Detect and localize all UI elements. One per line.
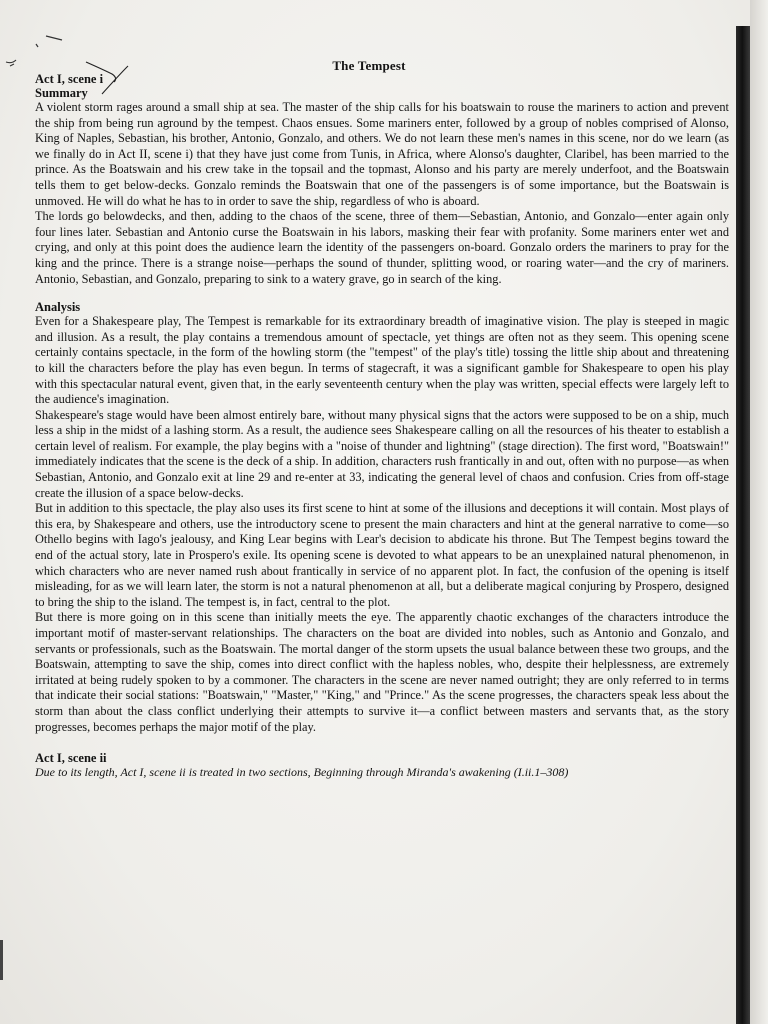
scene-heading: Act I, scene i [35, 72, 104, 86]
analysis-paragraph-1: Even for a Shakespeare play, The Tempest is remarkable for its extraordinary breadth of imaginative vision. The play is steeped in magic and illusion. As a result, the play contains a tremendous amount of spectacle, yet things are often not as they seem. This opening scene certainly contains spectacle, in the form of the howling storm (the "tempest" of the play's title) tossing the little ship about and threatening to kill the characters before the play has even begun. In terms of stagecraft, it was a significant gamble for Shakespeare to open his play with this spectacular natural event, given that, in the early seventeenth century when the play was written, special effects were largely left to the audience's imagination. [35, 314, 729, 407]
document-title: The Tempest [332, 58, 406, 73]
scan-smudge [0, 940, 3, 980]
analysis-paragraph-4: But there is more going on in this scene than initially meets the eye. The apparently chaotic exchanges of the characters introduce the important motif of master-servant relationships. The characters on the boat are divided into nobles, such as Antonio and Gonzalo, and servants or professionals, such as the Boatswain. The mortal danger of the storm upsets the usual balance between these two groups, and the Boatswain, attempting to save the ship, comes into direct conflict with the hapless nobles, who, despite their helplessness, are extremely irritated at being rudely spoken to by a commoner. The characters in the scene are never named outright; they are only referred to in terms that indicate their social stations: "Boatswain," "Master," "King," and "Prince." As the scene progresses, the characters speak less about the storm than about the class conflict underlying their attempts to survive it—a conflict between masters and servants that, as the story progresses, becomes perhaps the major motif of the play. [35, 610, 729, 734]
binder-edge [736, 26, 750, 1024]
next-scene-heading: Act I, scene ii [35, 751, 107, 766]
summary-heading: Summary [35, 86, 88, 100]
document-body [35, 72, 729, 781]
summary-paragraph-2: The lords go belowdecks, and then, adding to the chaos of the scene, three of them—Sebastian, Antonio, and Gonzalo—enter again only four lines later. Sebastian and Antonio curse the Boatswain in his labors, masking their fear with profanity. Some mariners enter wet and crying, and only at this point does the audience learn the identity of the passengers on-board. Gonzalo orders the mariners to pray for the king and the prince. There is a strange noise—perhaps the sound of thunder, splitting wood, or roaring water—and the cry of mariners. Antonio, Sebastian, and Gonzalo, preparing to sink to a watery grave, go in search of the king. [35, 209, 729, 286]
analysis-paragraph-2: Shakespeare's stage would have been almost entirely bare, without many physical signs that the actors were supposed to be on a ship, much less a ship in the midst of a lashing storm. As a result, the audience sees Shakespeare calling on all the resources of his theater to establish a certain level of realism. For example, the play begins with a "noise of thunder and lightning" (stage direction). The first word, "Boatswain!" immediately indicates that the scene is the deck of a ship. In addition, characters rush frantically in and out, often with no purpose—as when Sebastian, Antonio, and Gonzalo exit at line 29 and re-enter at 33, indicating the general level of chaos and confusion. Cries from off-stage create the illusion of a space below-decks. [35, 407, 729, 500]
analysis-paragraph-3: But in addition to this spectacle, the play also uses its first scene to hint at some of the illusions and deceptions it will contain. Most plays of this era, by Shakespeare and others, use the introductory scene to present the main characters and hint at the general narrative to come—so Othello begins with Iago's jealousy, and King Lear begins with Lear's decision to abdicate his throne. But The Tempest begins toward the end of the actual story, late in Prospero's exile. Its opening scene is devoted to what appears to be an unexplained natural phenomenon, in which characters who are never named rush about frantically in service of no apparent plot. In fact, the confusion of the opening is itself misleading, for as we will learn later, the storm is not a natural phenomenon at all, but a deliberate magical conjuring by Prospero, designed to bring the ship to the island. The tempest is, in fact, central to the plot. [35, 501, 729, 609]
next-scene-note: Due to its length, Act I, scene ii is treated in two sections, Beginning through Miranda's awakening (I.ii.1–308) [35, 765, 569, 780]
page-edge-shadow [750, 0, 768, 1024]
summary-paragraph-1: A violent storm rages around a small ship at sea. The master of the ship calls for his boatswain to rouse the mariners to action and prevent the ship from being run aground by the tempest. Chaos ensues. Some mariners enter, followed by a group of nobles comprised of Alonso, King of Naples, Sebastian, his brother, Antonio, Gonzalo, and others. We do not learn these men's names in this scene, nor do we learn (as we finally do in Act II, scene i) that they have just come from Tunis, in Africa, where Alonso's daughter, Claribel, has been married to the prince. As the Boatswain and his crew take in the topsail and the topmast, Alonso and his party are merely underfoot, and the Boatswain tells them to get below-decks. Gonzalo reminds the Boatswain that one of the passengers is of some importance, but the Boatswain is unmoved. He will do what he has to in order to save the ship, regardless of who is aboard. [35, 100, 729, 208]
analysis-heading: Analysis [35, 300, 81, 315]
